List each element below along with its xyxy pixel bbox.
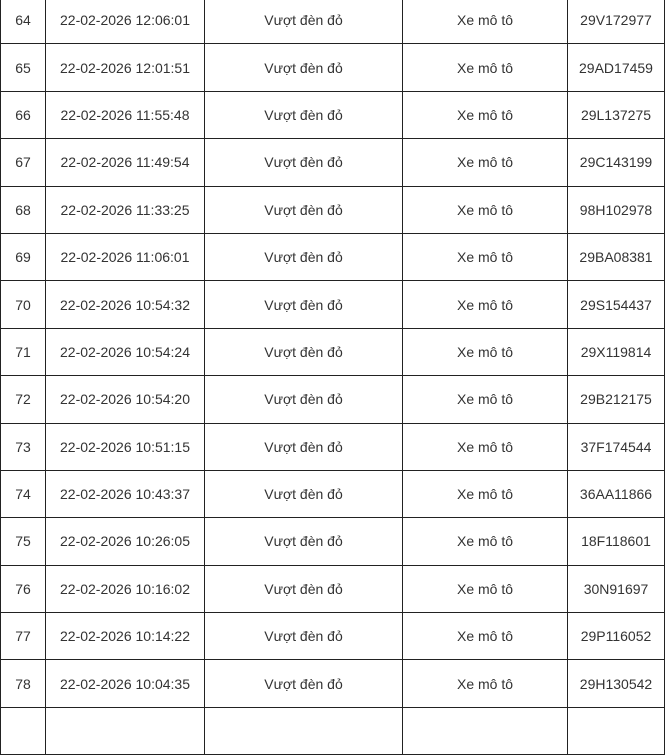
row-index-cell: 64	[1, 0, 46, 44]
timestamp-cell: 22-02-2026 11:06:01	[46, 233, 205, 280]
table-row	[1, 281, 665, 328]
table-row	[1, 613, 665, 660]
timestamp-cell: 22-02-2026 11:55:48	[46, 91, 205, 138]
license-plate-cell: 30N91697	[568, 565, 665, 612]
row-index-cell: 67	[1, 139, 46, 186]
table-row	[1, 0, 665, 44]
table-row	[1, 660, 665, 707]
timestamp-cell: 22-02-2026 12:06:01	[46, 0, 205, 44]
timestamp-cell: 22-02-2026 12:01:51	[46, 44, 205, 91]
vehicle-type-cell: Xe mô tô	[403, 565, 568, 612]
table-row	[1, 44, 665, 91]
timestamp-cell: 22-02-2026 10:04:35	[46, 660, 205, 707]
violation-type-cell: Vượt đèn đỏ	[205, 44, 403, 91]
timestamp-cell: 22-02-2026 10:14:22	[46, 613, 205, 660]
row-index-cell: 72	[1, 376, 46, 423]
timestamp-cell: 22-02-2026 10:54:20	[46, 376, 205, 423]
license-plate-cell: 29C143199	[568, 139, 665, 186]
table-row	[1, 470, 665, 517]
table-row	[1, 91, 665, 138]
row-index-cell: 75	[1, 518, 46, 565]
table-row	[1, 328, 665, 375]
timestamp-cell: 22-02-2026 11:33:25	[46, 186, 205, 233]
vehicle-type-cell: Xe mô tô	[403, 44, 568, 91]
timestamp-cell: 22-02-2026 10:51:15	[46, 423, 205, 470]
vehicle-type-cell: Xe mô tô	[403, 613, 568, 660]
table-row	[1, 233, 665, 280]
license-plate-cell: 29BA08381	[568, 233, 665, 280]
row-index-cell: 69	[1, 233, 46, 280]
row-index-cell: 76	[1, 565, 46, 612]
table-row	[1, 518, 665, 565]
license-plate-cell: 29AD17459	[568, 44, 665, 91]
violation-type-cell	[205, 707, 403, 754]
vehicle-type-cell: Xe mô tô	[403, 0, 568, 44]
vehicle-type-cell: Xe mô tô	[403, 518, 568, 565]
license-plate-cell: 29L137275	[568, 91, 665, 138]
table-row	[1, 376, 665, 423]
table-row	[1, 423, 665, 470]
license-plate-cell: 18F118601	[568, 518, 665, 565]
license-plate-cell: 29V172977	[568, 0, 665, 44]
violation-type-cell: Vượt đèn đỏ	[205, 0, 403, 44]
row-index-cell: 68	[1, 186, 46, 233]
table-row	[1, 139, 665, 186]
vehicle-type-cell: Xe mô tô	[403, 660, 568, 707]
timestamp-cell: 22-02-2026 10:43:37	[46, 470, 205, 517]
license-plate-cell: 29P116052	[568, 613, 665, 660]
violation-type-cell: Vượt đèn đỏ	[205, 139, 403, 186]
violation-type-cell: Vượt đèn đỏ	[205, 470, 403, 517]
row-index-cell	[1, 707, 46, 754]
row-index-cell: 71	[1, 328, 46, 375]
vehicle-type-cell: Xe mô tô	[403, 139, 568, 186]
timestamp-cell: 22-02-2026 10:54:32	[46, 281, 205, 328]
license-plate-cell	[568, 707, 665, 754]
table-row	[1, 707, 665, 754]
violation-type-cell: Vượt đèn đỏ	[205, 281, 403, 328]
vehicle-type-cell: Xe mô tô	[403, 328, 568, 375]
license-plate-cell: 29S154437	[568, 281, 665, 328]
violation-type-cell: Vượt đèn đỏ	[205, 423, 403, 470]
vehicle-type-cell: Xe mô tô	[403, 423, 568, 470]
timestamp-cell: 22-02-2026 10:16:02	[46, 565, 205, 612]
vehicle-type-cell: Xe mô tô	[403, 470, 568, 517]
table-body	[1, 0, 665, 755]
violation-type-cell: Vượt đèn đỏ	[205, 376, 403, 423]
violation-type-cell: Vượt đèn đỏ	[205, 613, 403, 660]
row-index-cell: 74	[1, 470, 46, 517]
license-plate-cell: 98H102978	[568, 186, 665, 233]
vehicle-type-cell: Xe mô tô	[403, 233, 568, 280]
license-plate-cell: 37F174544	[568, 423, 665, 470]
table-row	[1, 186, 665, 233]
timestamp-cell: 22-02-2026 10:26:05	[46, 518, 205, 565]
timestamp-cell	[46, 707, 205, 754]
row-index-cell: 66	[1, 91, 46, 138]
violation-type-cell: Vượt đèn đỏ	[205, 328, 403, 375]
violation-type-cell: Vượt đèn đỏ	[205, 91, 403, 138]
row-index-cell: 73	[1, 423, 46, 470]
violation-type-cell: Vượt đèn đỏ	[205, 565, 403, 612]
vehicle-type-cell: Xe mô tô	[403, 186, 568, 233]
violation-type-cell: Vượt đèn đỏ	[205, 186, 403, 233]
table-row	[1, 565, 665, 612]
timestamp-cell: 22-02-2026 10:54:24	[46, 328, 205, 375]
license-plate-cell: 29H130542	[568, 660, 665, 707]
vehicle-type-cell: Xe mô tô	[403, 281, 568, 328]
row-index-cell: 65	[1, 44, 46, 91]
row-index-cell: 78	[1, 660, 46, 707]
vehicle-type-cell	[403, 707, 568, 754]
license-plate-cell: 29B212175	[568, 376, 665, 423]
violation-type-cell: Vượt đèn đỏ	[205, 518, 403, 565]
row-index-cell: 77	[1, 613, 46, 660]
row-index-cell: 70	[1, 281, 46, 328]
violation-type-cell: Vượt đèn đỏ	[205, 660, 403, 707]
license-plate-cell: 29X119814	[568, 328, 665, 375]
license-plate-cell: 36AA11866	[568, 470, 665, 517]
violation-type-cell: Vượt đèn đỏ	[205, 233, 403, 280]
vehicle-type-cell: Xe mô tô	[403, 91, 568, 138]
vehicle-type-cell: Xe mô tô	[403, 376, 568, 423]
timestamp-cell: 22-02-2026 11:49:54	[46, 139, 205, 186]
